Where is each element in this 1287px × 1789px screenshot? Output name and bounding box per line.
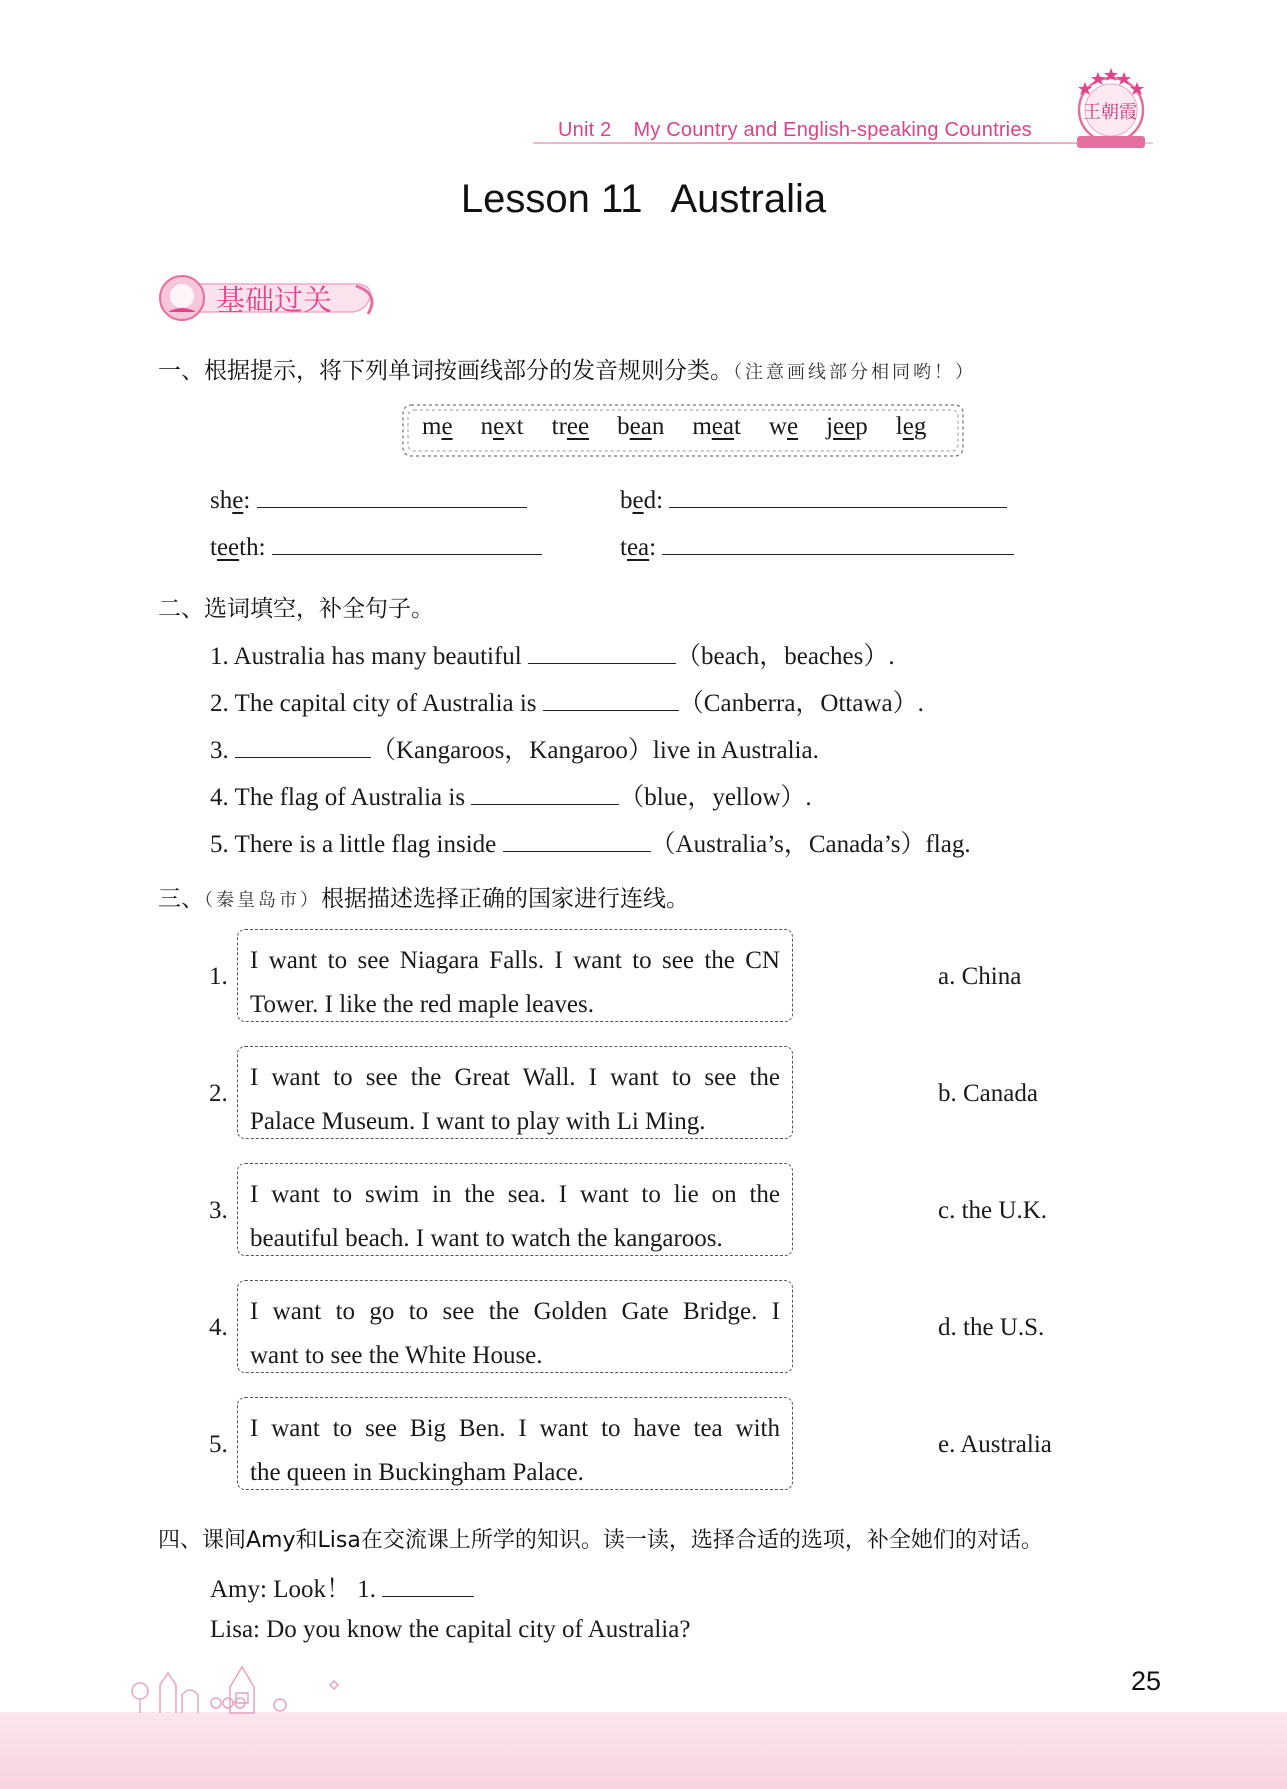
- dialog-line-amy: Amy: Look！ 1.: [210, 1569, 474, 1605]
- q2-item-3: 3. （Kangaroos，Kangaroo）live in Australia.: [210, 737, 819, 764]
- answer-blank[interactable]: [272, 532, 542, 555]
- match-description-box[interactable]: I want to swim in the sea. I want to lie on the beautiful beach. I want to watch the kangaroos.: [237, 1163, 793, 1256]
- match-description-box[interactable]: I want to see the Great Wall. I want to see the Palace Museum. I want to play with Li Ming.: [237, 1046, 793, 1139]
- q1-heading: [158, 352, 976, 385]
- unit-header: [558, 119, 1032, 142]
- unit-title: My Country and English-speaking Countries: [633, 119, 1032, 141]
- prompt-label: she:: [210, 487, 251, 514]
- match-option-b[interactable]: b. Canada: [938, 1080, 1038, 1107]
- word-bank-word: next: [480, 413, 524, 440]
- match-option-e[interactable]: e. Australia: [938, 1431, 1052, 1458]
- word-bank: [422, 413, 926, 441]
- unit-label: Unit 2: [558, 119, 612, 141]
- word-bank-word: jeep: [826, 413, 868, 440]
- answer-blank[interactable]: [528, 641, 676, 664]
- q3-heading: 三、（秦皇岛市）根据描述选择正确的国家进行连线。: [158, 886, 689, 912]
- word-bank-word: we: [768, 413, 799, 440]
- answer-blank[interactable]: [503, 829, 651, 852]
- prompt-bed: [620, 485, 1007, 515]
- q1-heading-text: 一、根据提示，将下列单词按画线部分的发音规则分类。: [158, 358, 733, 384]
- match-option-c[interactable]: c. the U.K.: [938, 1197, 1047, 1224]
- lesson-title: [0, 177, 1287, 222]
- match-description-box[interactable]: I want to go to see the Golden Gate Bridge. I want to see the White House.: [237, 1280, 793, 1373]
- header-rule: [533, 142, 1153, 144]
- match-option-d[interactable]: d. the U.S.: [938, 1314, 1045, 1341]
- dialog-line-lisa: Lisa: Do you know the capital city of Australia?: [210, 1616, 691, 1643]
- section-banner-title: 基础过关: [216, 283, 333, 317]
- word-bank-word: meat: [692, 413, 741, 440]
- word-bank-word: me: [422, 413, 453, 440]
- logo-text: 王朝霞: [1083, 102, 1137, 123]
- match-description-box[interactable]: I want to see Niagara Falls. I want to see the CN Tower. I like the red maple leaves.: [237, 929, 793, 1022]
- prompt-she: [210, 485, 527, 515]
- answer-blank[interactable]: [471, 782, 619, 805]
- q3-source-note: （秦皇岛市）: [204, 890, 321, 911]
- page-number: 25: [1131, 1666, 1162, 1696]
- q2-item-1: 1. Australia has many beautiful （beach，beaches）.: [210, 643, 895, 670]
- match-description-box[interactable]: I want to see Big Ben. I want to have tea with the queen in Buckingham Palace.: [237, 1397, 793, 1490]
- match-number: 5.: [209, 1431, 228, 1458]
- q2-item-4: 4. The flag of Australia is （blue，yellow）.: [210, 784, 812, 811]
- answer-blank[interactable]: [543, 688, 679, 711]
- match-number: 3.: [209, 1197, 228, 1224]
- q2-item-2: 2. The capital city of Australia is （Canberra，Ottawa）.: [210, 690, 924, 717]
- match-number: 2.: [209, 1080, 228, 1107]
- match-number: 4.: [209, 1314, 228, 1341]
- prompt-tea: [620, 532, 1014, 562]
- answer-blank[interactable]: [235, 735, 371, 758]
- prompt-teeth: [210, 532, 542, 562]
- q2-item-5: 5. There is a little flag inside （Australia’s，Canada’s）flag.: [210, 831, 971, 858]
- match-option-a[interactable]: a. China: [938, 963, 1022, 990]
- footer-band: [0, 1712, 1287, 1789]
- word-bank-word: tree: [551, 413, 590, 440]
- prompt-label: bed:: [620, 487, 664, 514]
- prompt-label: teeth:: [210, 534, 266, 561]
- word-bank-word: leg: [895, 413, 927, 440]
- lesson-topic: Australia: [670, 177, 827, 221]
- q2-heading: 二、选词填空，补全句子。: [158, 596, 434, 622]
- answer-blank[interactable]: [257, 485, 527, 508]
- answer-blank[interactable]: [669, 485, 1007, 508]
- q1-note: （注意画线部分相同哟！）: [733, 362, 976, 383]
- lesson-number: Lesson 11: [460, 177, 643, 221]
- answer-blank[interactable]: [662, 532, 1014, 555]
- castle-decoration-icon: [120, 1655, 360, 1715]
- word-bank-word: bean: [617, 413, 665, 440]
- prompt-label: tea:: [620, 534, 657, 561]
- q4-heading: 四、课间Amy和Lisa在交流课上所学的知识。读一读，选择合适的选项，补全她们的对话。: [158, 1528, 1043, 1553]
- answer-blank[interactable]: [382, 1574, 474, 1597]
- match-number: 1.: [209, 963, 228, 990]
